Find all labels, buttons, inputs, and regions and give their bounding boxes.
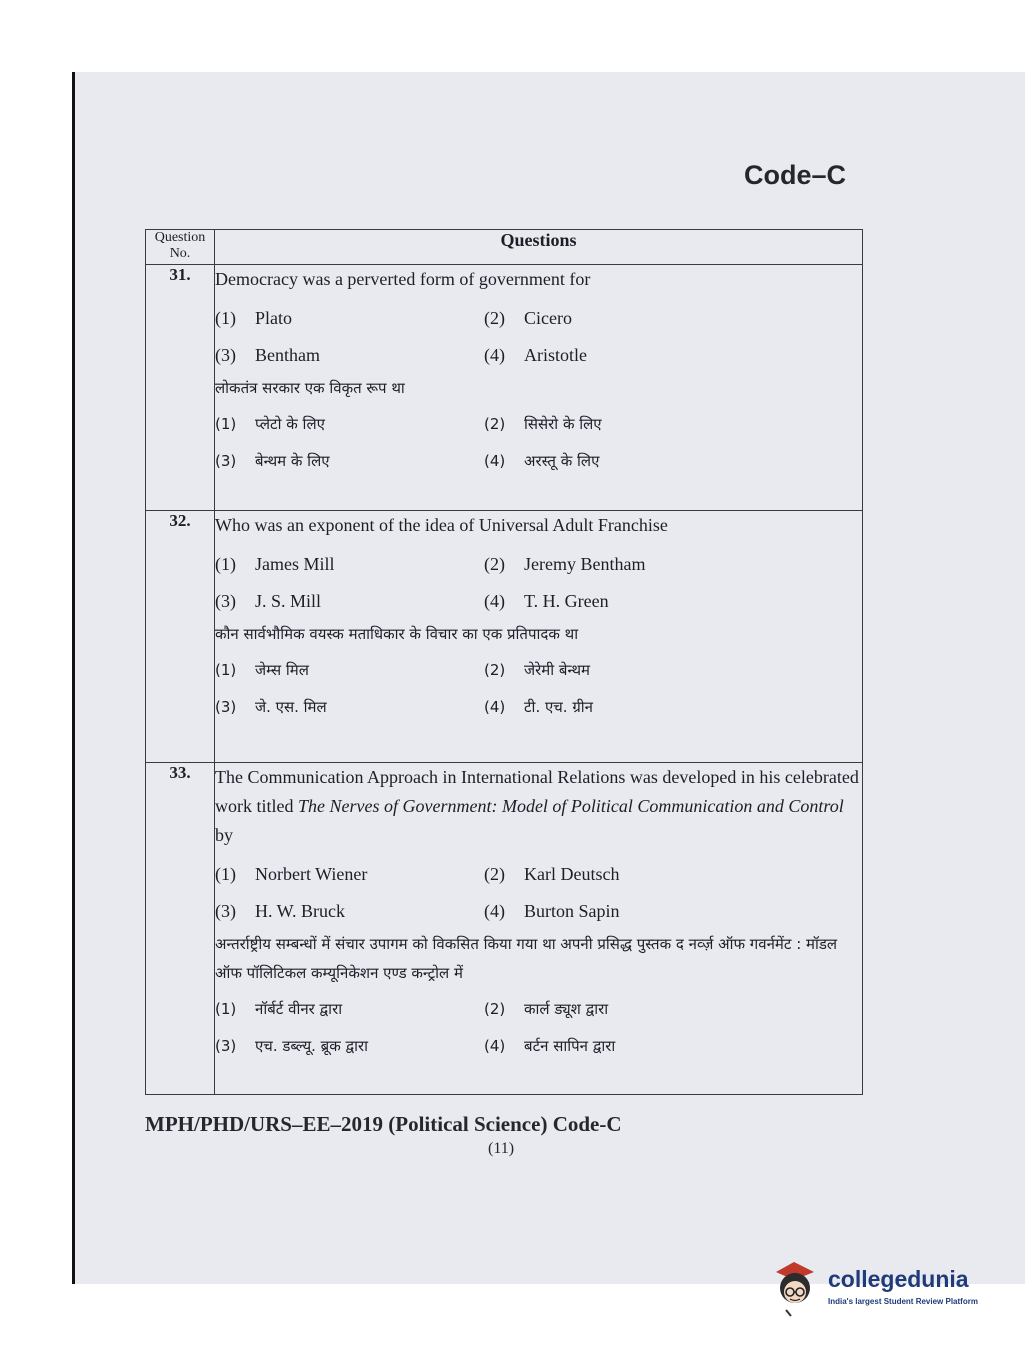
option-text-hi: बर्टन सापिन द्वारा bbox=[524, 1036, 616, 1055]
question-stem-en bbox=[215, 763, 862, 850]
option-hi bbox=[484, 697, 753, 717]
option-text-hi: जेम्स मिल bbox=[255, 660, 309, 679]
option-label: (1) bbox=[215, 414, 237, 433]
option-text: T. H. Green bbox=[524, 591, 609, 611]
option-text: Plato bbox=[255, 308, 293, 328]
option-hi bbox=[215, 660, 484, 680]
option-label: (1) bbox=[215, 554, 236, 574]
question-stem-hi: लोकतंत्र सरकार एक विकृत रूप था bbox=[215, 379, 405, 397]
option-text: Burton Sapin bbox=[524, 901, 620, 921]
option-row bbox=[215, 300, 862, 337]
option bbox=[484, 345, 753, 366]
option bbox=[484, 554, 753, 575]
option-text-hi: नॉर्बर्ट वीनर द्वारा bbox=[255, 999, 343, 1018]
question-stem-hi: कौन सार्वभौमिक वयस्क मताधिकार के विचार का एक प्रतिपादक था bbox=[215, 625, 579, 643]
question-table bbox=[145, 229, 863, 1095]
option bbox=[484, 308, 753, 329]
option-hi bbox=[215, 414, 484, 434]
option-text-hi: बेन्थम के लिए bbox=[255, 451, 330, 470]
option-label: (2) bbox=[484, 864, 505, 884]
option-row-hi bbox=[215, 990, 862, 1027]
option-label: (1) bbox=[215, 660, 237, 679]
option-row bbox=[215, 583, 862, 620]
option-text: Norbert Wiener bbox=[255, 864, 368, 884]
option-label: (4) bbox=[484, 451, 506, 470]
option bbox=[215, 591, 484, 612]
option-label: (4) bbox=[484, 591, 505, 611]
option bbox=[484, 864, 753, 885]
question-stem-en: Democracy was a perverted form of government for bbox=[215, 269, 591, 289]
option-label: (4) bbox=[484, 901, 505, 921]
option-row bbox=[215, 856, 862, 893]
option bbox=[484, 901, 753, 922]
stem-text: by bbox=[215, 825, 233, 845]
option-hi bbox=[484, 451, 753, 471]
option-row bbox=[215, 893, 862, 930]
questions-header: Questions bbox=[215, 230, 863, 265]
option-label: (3) bbox=[215, 697, 237, 716]
option bbox=[215, 345, 484, 366]
page-number: (11) bbox=[488, 1140, 515, 1157]
option-text-hi: जेरेमी बेन्थम bbox=[524, 660, 591, 679]
option bbox=[215, 554, 484, 575]
option bbox=[484, 591, 753, 612]
option-row-hi bbox=[215, 405, 862, 442]
option-text: Bentham bbox=[255, 345, 320, 365]
option bbox=[215, 901, 484, 922]
option-text-hi: जे. एस. मिल bbox=[255, 697, 327, 716]
option-text: Jeremy Bentham bbox=[524, 554, 646, 574]
option-label: (4) bbox=[484, 697, 506, 716]
option-label: (2) bbox=[484, 554, 505, 574]
question-number: 32. bbox=[146, 511, 215, 763]
option-hi bbox=[484, 660, 753, 680]
option-label: (3) bbox=[215, 1036, 237, 1055]
option-label: (3) bbox=[215, 345, 236, 365]
option-label: (3) bbox=[215, 451, 237, 470]
option-label: (2) bbox=[484, 308, 505, 328]
option-label: (1) bbox=[215, 308, 236, 328]
question-no-header bbox=[146, 230, 215, 265]
option-text-hi: एच. डब्ल्यू. ब्रूक द्वारा bbox=[255, 1036, 369, 1055]
option-text-hi: अरस्तू के लिए bbox=[524, 451, 600, 470]
option-label: (2) bbox=[484, 660, 506, 679]
option-text: H. W. Bruck bbox=[255, 901, 345, 921]
option-row-hi bbox=[215, 1027, 862, 1064]
option-text: Aristotle bbox=[524, 345, 587, 365]
stem-text: The Communication Approach in International Relations was developed in his celebrated work titled bbox=[215, 767, 859, 816]
option-text-hi: सिसेरो के लिए bbox=[524, 414, 602, 433]
question-number: 31. bbox=[146, 265, 215, 511]
option-hi bbox=[215, 999, 484, 1019]
option-label: (2) bbox=[484, 414, 506, 433]
option-hi bbox=[215, 451, 484, 471]
option bbox=[215, 864, 484, 885]
logo-wordmark: collegedunia bbox=[828, 1266, 969, 1292]
question-stem-en: Who was an exponent of the idea of Universal Adult Franchise bbox=[215, 515, 668, 535]
option-row-hi bbox=[215, 688, 862, 725]
logo-tagline: India's largest Student Review Platform bbox=[828, 1297, 978, 1306]
option-row bbox=[215, 337, 862, 374]
option-hi bbox=[215, 697, 484, 717]
question-body bbox=[215, 763, 863, 1095]
option-text: Karl Deutsch bbox=[524, 864, 620, 884]
option-row bbox=[215, 546, 862, 583]
option-label: (1) bbox=[215, 864, 236, 884]
option-label: (4) bbox=[484, 345, 505, 365]
option-label: (3) bbox=[215, 591, 236, 611]
option-hi bbox=[484, 999, 753, 1019]
option bbox=[215, 308, 484, 329]
option-text: J. S. Mill bbox=[255, 591, 322, 611]
question-row bbox=[146, 763, 863, 1095]
option-row-hi bbox=[215, 651, 862, 688]
option-hi bbox=[484, 414, 753, 434]
option-label: (4) bbox=[484, 1036, 506, 1055]
question-stem-hi: अन्तर्राष्ट्रीय सम्बन्धों में संचार उपागम को विकसित किया गया था अपनी प्रसिद्ध पुस्तक द नर्व्ज़ ऑफ गवर्नमेंट : मॉडल ऑफ पॉलिटिकल कम्यूनिकेशन एण्ड कन्ट्रोल में bbox=[215, 935, 838, 982]
option-text: James Mill bbox=[255, 554, 335, 574]
option-text-hi: कार्ल ड्यूश द्वारा bbox=[524, 999, 609, 1018]
question-body bbox=[215, 265, 863, 511]
question-body bbox=[215, 511, 863, 763]
table-header-row bbox=[146, 230, 863, 265]
option-row-hi bbox=[215, 442, 862, 479]
collegedunia-logo[interactable] bbox=[768, 1258, 998, 1320]
option-hi bbox=[215, 1036, 484, 1056]
question-no-header-line2: No. bbox=[169, 246, 191, 261]
question-no-header-line1: Question bbox=[154, 230, 206, 245]
question-row bbox=[146, 265, 863, 511]
student-mascot-icon bbox=[768, 1258, 824, 1320]
option-hi bbox=[484, 1036, 753, 1056]
footer-title: MPH/PHD/URS–EE–2019 (Political Science) Code-C bbox=[145, 1112, 622, 1136]
option-label: (1) bbox=[215, 999, 237, 1018]
question-number: 33. bbox=[146, 763, 215, 1095]
question-row bbox=[146, 511, 863, 763]
option-label: (3) bbox=[215, 901, 236, 921]
option-text-hi: टी. एच. ग्रीन bbox=[524, 697, 594, 716]
option-label: (2) bbox=[484, 999, 506, 1018]
paper-code: Code–C bbox=[744, 160, 847, 190]
book-title: The Nerves of Government: Model of Political Communication and Control bbox=[298, 796, 844, 816]
option-text: Cicero bbox=[524, 308, 572, 328]
option-text-hi: प्लेटो के लिए bbox=[255, 414, 325, 433]
